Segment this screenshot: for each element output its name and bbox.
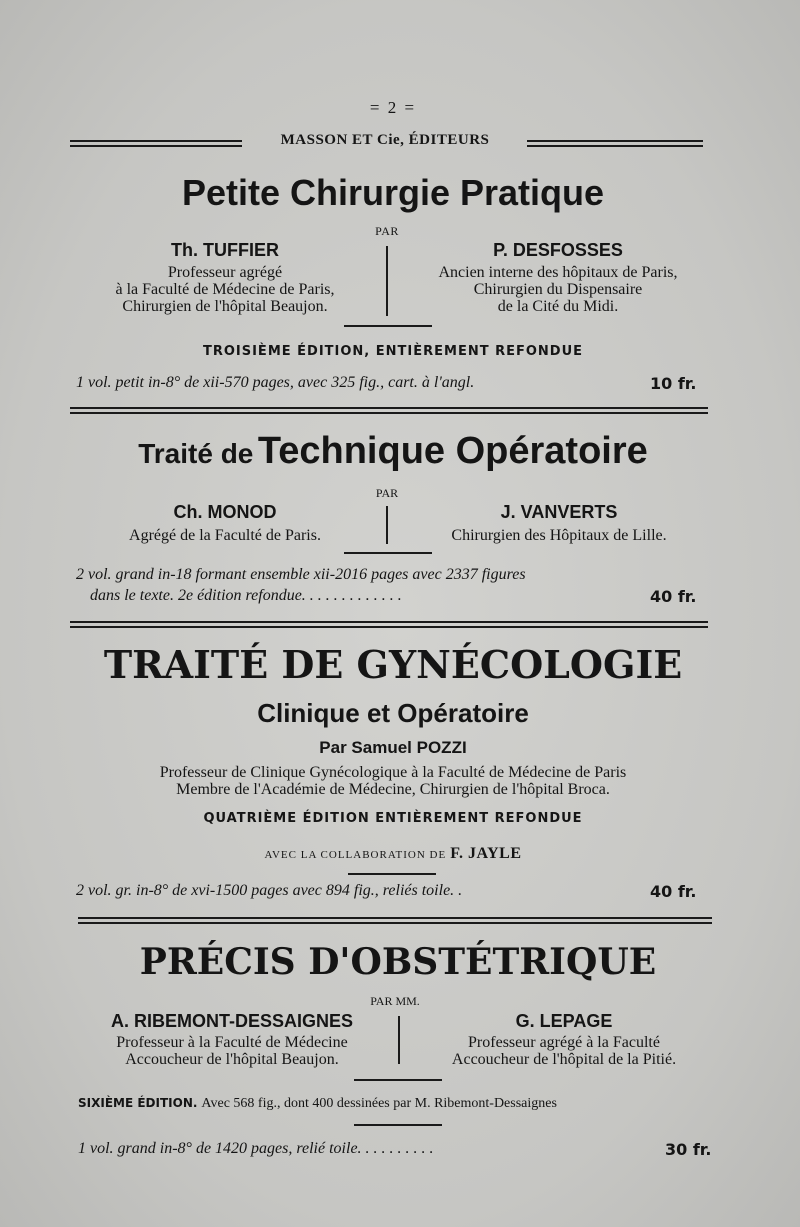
book4-right-author: G. LEPAGE: [515, 1011, 613, 1031]
book4-left-author-line-2: Accoucheur de l'hôpital Beaujon.: [125, 1051, 339, 1068]
book3-author: Par Samuel POZZI: [319, 738, 467, 757]
publisher-name: MASSON ET Cie, ÉDITEURS: [280, 132, 490, 148]
book4-short-rule: [354, 1079, 442, 1081]
book2-details-line-1: 2 vol. grand in-18 formant ensemble xii-2016 pages avec 2337 figures: [76, 566, 526, 583]
book1-right-author-line-1: Ancien interne des hôpitaux de Paris,: [438, 264, 678, 281]
book1-par: PAR: [375, 224, 399, 238]
book3-subtitle: Clinique et Opératoire: [257, 698, 529, 728]
book2-price: 40 fr.: [650, 587, 697, 606]
book2-right-author-line-1: Chirurgien des Hôpitaux de Lille.: [451, 527, 667, 544]
book2-right-author: J. VANVERTS: [500, 502, 618, 522]
book3-collaborator: F. JAYLE: [450, 845, 522, 862]
header-rule-left: [70, 140, 242, 147]
book4-price: 30 fr.: [665, 1140, 712, 1159]
book4-title: PRÉCIS D'OBSTÉTRIQUE: [139, 941, 657, 983]
book1-details: 1 vol. petit in-8° de xii-570 pages, avec 325 fig., cart. à l'angl.: [76, 374, 475, 391]
book1-right-author-line-3: de la Cité du Midi.: [497, 298, 619, 315]
book1-price: 10 fr.: [650, 374, 697, 393]
book4-edition-label: SIXIÈME ÉDITION.: [78, 1096, 198, 1110]
book1-short-rule: [344, 325, 432, 327]
book3-collaboration: [0, 845, 786, 863]
book4-left-author: A. RIBEMONT-DESSAIGNES: [110, 1011, 354, 1031]
book2-par: PAR: [375, 486, 399, 500]
book2-left-author: Ch. MONOD: [173, 502, 277, 522]
book1-left-author-line-2: à la Faculté de Médecine de Paris,: [115, 281, 335, 298]
book3-author-line-1: Professeur de Clinique Gynécologique à la Faculté de Médecine de Paris: [159, 764, 627, 781]
book3-short-rule: [348, 873, 436, 875]
book3-edition: QUATRIÈME ÉDITION ENTIÈREMENT REFONDUE: [203, 811, 583, 826]
book2-left-author-line-1: Agrégé de la Faculté de Paris.: [129, 527, 321, 544]
book2-short-rule: [344, 552, 432, 554]
book1-left-author: Th. TUFFIER: [171, 240, 279, 260]
book2-title-prefix: Traité de: [138, 438, 254, 469]
book2-author-separator: [386, 506, 388, 544]
book4-short-rule-2: [354, 1124, 442, 1126]
book3-author-line-2: Membre de l'Académie de Médecine, Chirurgien de l'hôpital Broca.: [176, 781, 610, 798]
book4-author-separator: [398, 1016, 400, 1064]
book2-title: [0, 426, 786, 484]
book4-right-author-line-2: Accoucheur de l'hôpital de la Pitié.: [451, 1051, 677, 1068]
header-rule-right: [527, 140, 703, 147]
book3-bottom-rule: [78, 917, 712, 924]
book4-left-author-line-1: Professeur à la Faculté de Médecine: [116, 1034, 348, 1051]
book4-right-author-line-1: Professeur agrégé à la Faculté: [468, 1034, 660, 1051]
book4-par: PAR MM.: [370, 994, 420, 1008]
book3-title: TRAITÉ DE GYNÉCOLOGIE: [103, 642, 683, 687]
book4-details: 1 vol. grand in-8° de 1420 pages, relié toile. . . . . . . . . .: [78, 1140, 434, 1157]
book2-details-line-2: dans le texte. 2e édition refondue. . . . . . . . . . . . .: [90, 587, 402, 604]
book1-bottom-rule: [70, 407, 708, 414]
book3-details: 2 vol. gr. in-8° de xvi-1500 pages avec 894 fig., reliés toile. .: [76, 882, 463, 899]
book1-right-author-line-2: Chirurgien du Dispensaire: [473, 281, 643, 298]
book1-right-author: P. DESFOSSES: [493, 240, 623, 260]
book4-edition: [78, 1094, 778, 1112]
book3-collaboration-label: AVEC LA COLLABORATION DE: [264, 849, 447, 861]
book3-price: 40 fr.: [650, 882, 697, 901]
book1-left-author-line-3: Chirurgien de l'hôpital Beaujon.: [122, 298, 328, 315]
book1-edition: TROISIÈME ÉDITION, ENTIÈREMENT REFONDUE: [202, 344, 584, 359]
book1-left-author-line-1: Professeur agrégé: [167, 264, 283, 281]
book1-title: Petite Chirurgie Pratique: [181, 172, 605, 213]
book1-author-separator: [386, 246, 388, 316]
book2-bottom-rule: [70, 621, 708, 628]
book2-title-main: Technique Opératoire: [257, 430, 648, 472]
book4-edition-rest: Avec 568 fig., dont 400 dessinées par M. Ribemont-Dessaignes: [201, 1096, 557, 1111]
page-number: = 2 =: [369, 98, 417, 117]
